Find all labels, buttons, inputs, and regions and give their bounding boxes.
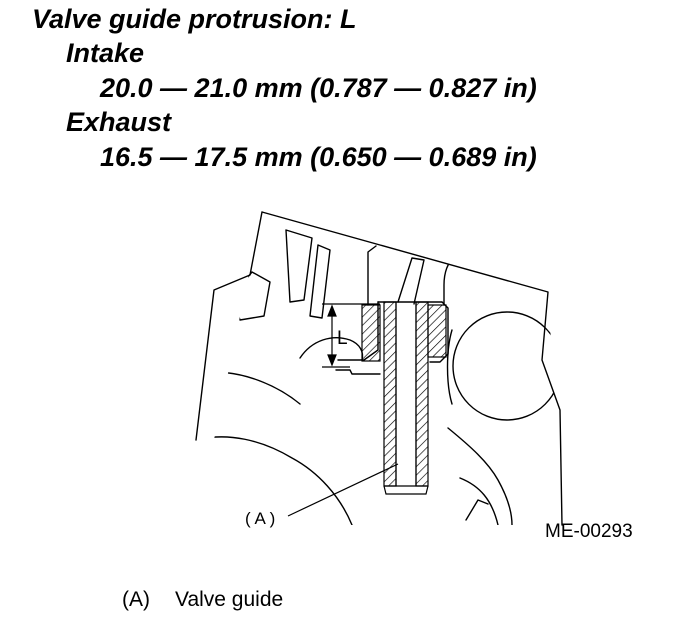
port-wall <box>448 428 512 525</box>
valve-guide-wall-right <box>416 302 428 486</box>
figure-code: ME-00293 <box>545 521 633 542</box>
seat-section-left <box>362 305 380 361</box>
port-wall <box>466 500 488 520</box>
seat-section-right <box>428 305 446 357</box>
seat-step <box>336 370 380 374</box>
legend <box>122 587 283 613</box>
bore-wall <box>556 330 561 404</box>
intake-label: Intake <box>66 38 145 68</box>
exhaust-value: 16.5 — 17.5 mm (0.650 — 0.689 in) <box>100 142 537 172</box>
head-outline <box>196 212 562 525</box>
intake-value: 20.0 — 21.0 mm (0.787 — 0.827 in) <box>100 73 537 103</box>
valve-stem <box>398 258 424 304</box>
port-wall <box>460 478 498 525</box>
exhaust-label: Exhaust <box>66 107 172 137</box>
inner-wall <box>232 272 270 320</box>
valve-guide-wall-left <box>384 302 396 486</box>
valve-guide <box>384 302 428 494</box>
port-wall <box>214 372 300 404</box>
spec-title: Valve guide protrusion: L <box>32 4 357 34</box>
callout-label: ( A ) <box>245 509 276 528</box>
dimension-label: L <box>337 328 348 349</box>
legend-key: (A) <box>122 588 150 611</box>
spring-seat <box>368 246 454 305</box>
inner-wall <box>310 245 330 318</box>
legend-text: Valve guide <box>175 588 284 611</box>
inner-wall <box>286 230 312 302</box>
